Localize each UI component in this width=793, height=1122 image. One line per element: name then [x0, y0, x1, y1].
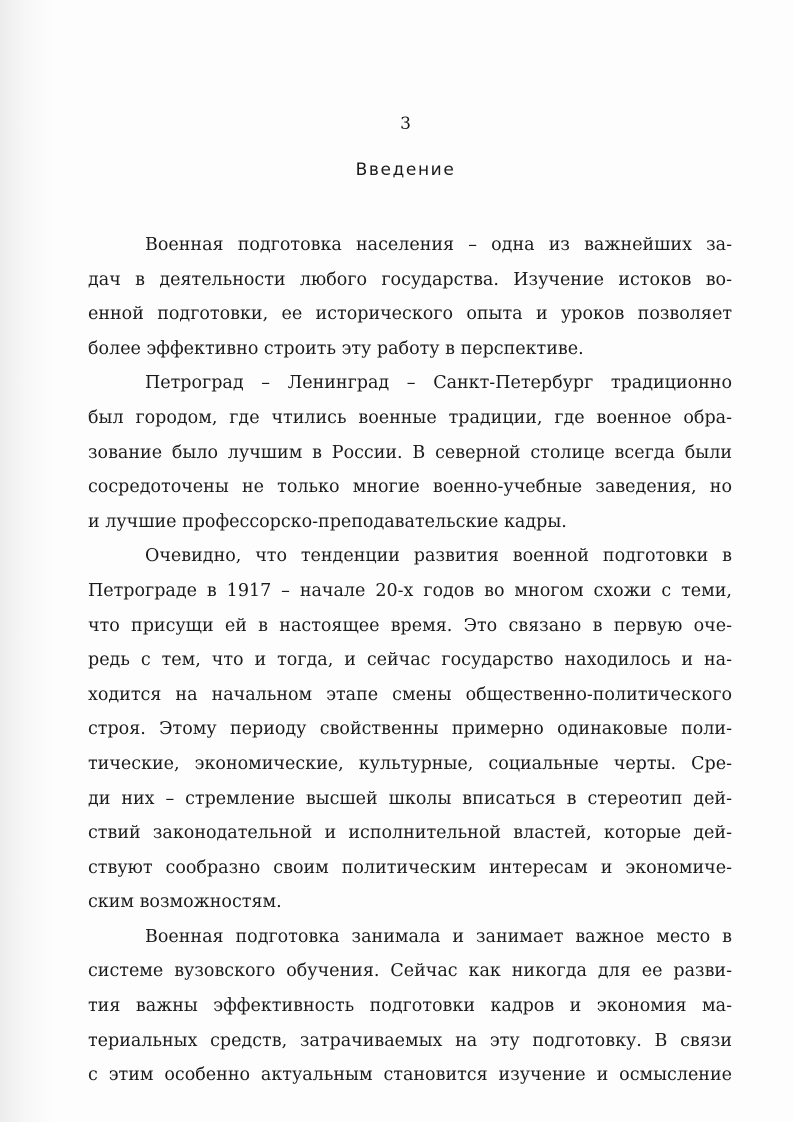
- text-line: зование было лучшим в России. В северной столице всегда были: [88, 442, 732, 463]
- text-line: териальных средств, затрачиваемых на эту подготовку. В связи: [88, 1030, 732, 1051]
- text-line: Петроград – Ленинград – Санкт-Петербург традиционно: [145, 373, 732, 394]
- text-line: ди них – стремление высшей школы вписаться в стереотип дей-: [88, 788, 732, 809]
- text-line: енной подготовки, ее исторического опыта и уроков позволяет: [88, 304, 732, 325]
- text-line: ским возможностям.: [88, 892, 282, 913]
- text-line: Военная подготовка населения – одна из важнейших за-: [145, 235, 732, 255]
- text-line: с этим особенно актуальным становится изучение и осмысление: [88, 1065, 732, 1086]
- text-line: был городом, где чтились военные традиции, где военное обра-: [88, 407, 732, 428]
- text-line: Военная подготовка занимала и занимает важное место в: [145, 926, 732, 947]
- paragraph-4: [88, 920, 732, 1093]
- body-text: [88, 228, 732, 1093]
- text-line: Очевидно, что тенденции развития военной подготовки в: [145, 546, 732, 567]
- text-line: что присущи ей в настоящее время. Это связано в первую оче-: [88, 615, 732, 636]
- text-line: и лучшие профессорско-преподавательские кадры.: [88, 511, 567, 532]
- text-line: строя. Этому периоду свойственны примерно одинаковые поли-: [88, 719, 732, 740]
- page-number: 3: [400, 114, 411, 134]
- text-line: ствий законодательной и исполнительной властей, которые дей-: [88, 823, 732, 844]
- section-heading: Введение: [355, 160, 456, 180]
- text-line: системе вузовского обучения. Сейчас как никогда для ее разви-: [88, 961, 732, 982]
- paragraph-2: [88, 366, 732, 539]
- text-line: редь с тем, что и тогда, и сейчас государство находилось и на-: [88, 650, 732, 671]
- text-line: более эффективно строить эту работу в перспективе.: [88, 338, 584, 359]
- text-line: тические, экономические, культурные, социальные черты. Сре-: [88, 753, 732, 774]
- paragraph-1: [88, 228, 732, 366]
- text-line: Петрограде в 1917 – начале 20-х годов во многом схожи с теми,: [88, 580, 732, 601]
- paragraph-3: [88, 539, 732, 920]
- text-line: ходится на начальном этапе смены общественно-политического: [88, 684, 732, 705]
- text-line: ствуют сообразно своим политическим интересам и экономиче-: [88, 857, 732, 878]
- text-line: дач в деятельности любого государства. Изучение истоков во-: [88, 269, 732, 290]
- text-line: сосредоточены не только многие военно-учебные заведения, но: [88, 477, 732, 498]
- text-line: тия важны эффективность подготовки кадров и экономия ма-: [88, 996, 732, 1017]
